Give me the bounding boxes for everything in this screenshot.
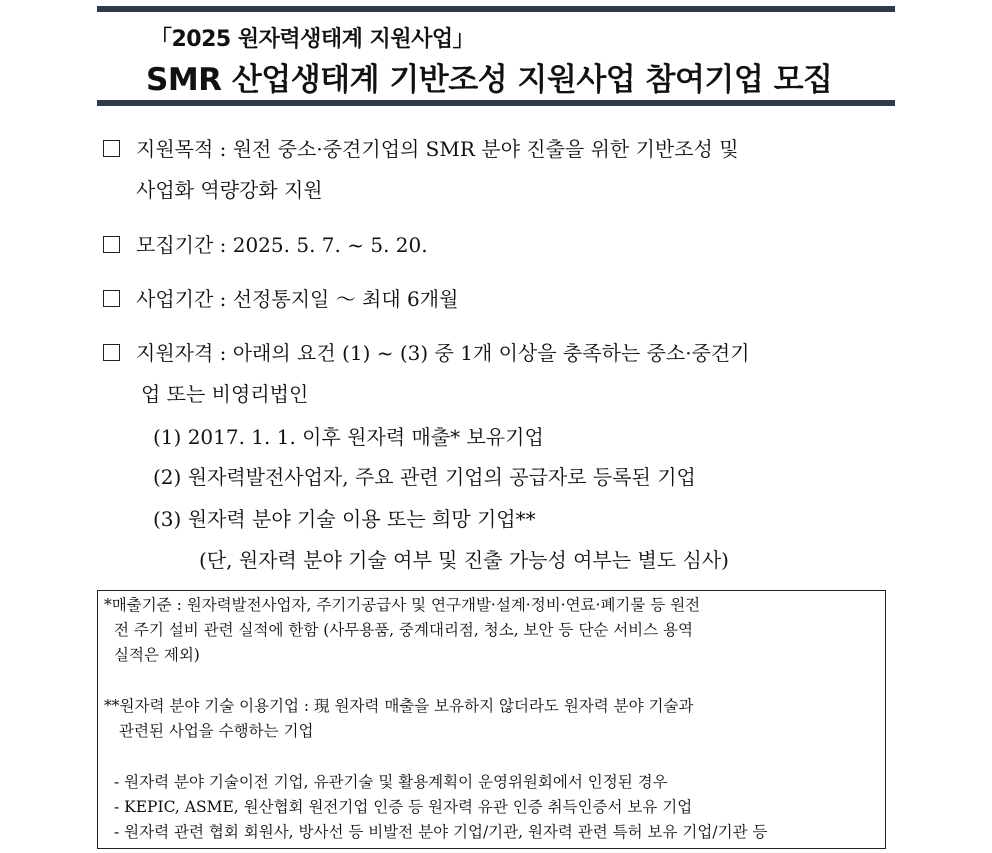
sales-criteria-line1: *매출기준 : 원자력발전사업자, 주기기공급사 및 연구개발·설계·정비·연료·폐기물 등 원전 — [104, 596, 701, 614]
checkbox-eligibility — [103, 344, 120, 361]
eligibility-line1: 지원자격 : 아래의 요건 (1) ~ (3) 중 1개 이상을 충족하는 중소·중견기 — [136, 341, 750, 365]
footnote-bullet: - 원자력 분야 기술이전 기업, 유관기술 및 활용계획이 운영위원회에서 인정된 경우 — [114, 773, 668, 791]
header-subtitle: 「2025 원자력생태계 지원사업」 — [150, 27, 475, 52]
recruit-period-line: 모집기간 : 2025. 5. 7. ~ 5. 20. — [136, 233, 428, 257]
project-period-line: 사업기간 : 선정통지일 ～ 최대 6개월 — [136, 287, 459, 311]
footnote-bullet: - 원자력 관련 협회 회원사, 방사선 등 비발전 분야 기업/기관, 원자력 관련 특허 보유 기업/기관 등 — [114, 823, 768, 841]
eligibility-note: (단, 원자력 분야 기술 여부 및 진출 가능성 여부는 별도 심사) — [199, 548, 729, 572]
purpose-line2: 사업화 역량강화 지원 — [136, 178, 323, 202]
page-title: SMR 산업생태계 기반조성 지원사업 참여기업 모집 — [146, 62, 833, 98]
eligibility-line2: 업 또는 비영리법인 — [141, 382, 309, 406]
requirement-item: (2) 원자력발전사업자, 주요 관련 기업의 공급자로 등록된 기업 — [153, 465, 696, 489]
checkbox-project-period — [103, 290, 120, 307]
tech-user-line1: **원자력 분야 기술 이용기업 : 現 원자력 매출을 보유하지 않더라도 원자력 분야 기술과 — [104, 697, 694, 715]
header-top-rule — [97, 6, 895, 12]
sales-criteria-line3: 실적은 제외) — [114, 646, 200, 664]
requirement-item: (3) 원자력 분야 기술 이용 또는 희망 기업** — [153, 507, 536, 531]
tech-user-line2: 관련된 사업을 수행하는 기업 — [119, 722, 314, 740]
header-bottom-rule — [97, 100, 895, 106]
requirement-item: (1) 2017. 1. 1. 이후 원자력 매출* 보유기업 — [153, 425, 544, 449]
footnote-bullet: - KEPIC, ASME, 원산협회 원전기업 인증 등 원자력 유관 인증 취득인증서 보유 기업 — [114, 798, 693, 816]
purpose-line1: 지원목적 : 원전 중소·중견기업의 SMR 분야 진출을 위한 기반조성 및 — [136, 137, 739, 161]
checkbox-purpose — [103, 140, 120, 157]
checkbox-recruit-period — [103, 236, 120, 253]
sales-criteria-line2: 전 주기 설비 관련 실적에 한함 (사무용품, 중계대리점, 청소, 보안 등 단순 서비스 용역 — [114, 621, 693, 639]
